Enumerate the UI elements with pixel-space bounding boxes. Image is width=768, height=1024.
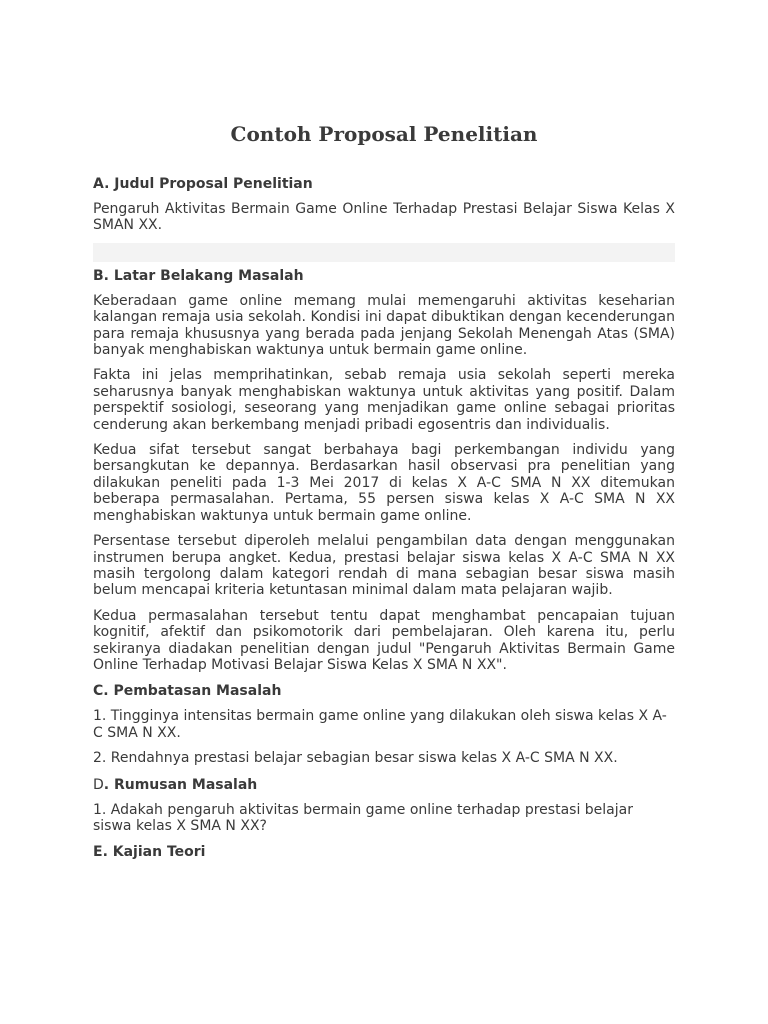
section-kajian-teori xyxy=(93,843,675,861)
paragraph-latar-belakang-4: Persentase tersebut diperoleh melalui pengambilan data dengan menggunakan instrumen berupa angket. Kedua, prestasi belajar siswa kelas X A-C SMA N XX masih tergolong dalam kategori rendah di mana sebagian besar siswa masih belum mencapai kriteria ketuntasan minimal dalam mata pelajaran wajib. xyxy=(93,533,675,599)
list-item-pembatasan-1: 1. Tingginya intensitas bermain game online yang dilakukan oleh siswa kelas X A-C SMA N XX. xyxy=(93,708,667,741)
section-latar-belakang xyxy=(93,267,675,674)
paragraph-latar-belakang-2: Fakta ini jelas memprihatinkan, sebab remaja usia sekolah seperti mereka seharusnya banyak menghabiskan waktunya untuk aktivitas yang positif. Dalam perspektif sosiologi, seseorang yang menjadikan game online sebagai prioritas cenderung akan berkembang menjadi pribadi egosentris dan individualis. xyxy=(93,367,675,433)
paragraph-judul: Pengaruh Aktivitas Bermain Game Online Terhadap Prestasi Belajar Siswa Kelas X SMAN XX. xyxy=(93,201,675,234)
section-rumusan xyxy=(93,776,675,835)
section-heading-rumusan-rest: . Rumusan Masalah xyxy=(103,776,258,793)
section-heading-judul: A. Judul Proposal Penelitian xyxy=(93,176,313,192)
section-judul xyxy=(93,175,675,234)
section-pembatasan xyxy=(93,682,675,766)
section-heading-kajian-teori: E. Kajian Teori xyxy=(93,844,206,861)
section-heading-rumusan-prefix: D xyxy=(93,776,104,793)
paragraph-latar-belakang-3: Kedua sifat tersebut sangat berbahaya bagi perkembangan individu yang bersangkutan ke depannya. Berdasarkan hasil observasi pra penelitian yang dilakukan peneliti pada 1-3 Mei 2017 di kelas X A-C SMA N XX ditemukan beberapa permasalahan. Pertama, 55 persen siswa kelas X A-C SMA N XX menghabiskan waktunya untuk bermain game online. xyxy=(93,442,675,524)
document-body xyxy=(93,175,675,869)
paragraph-latar-belakang-5: Kedua permasalahan tersebut tentu dapat menghambat pencapaian tujuan kognitif, afektif dan psikomotorik dari pembelajaran. Oleh karena itu, perlu sekiranya diadakan penelitian dengan judul "Pengaruh Aktivitas Bermain Game Online Terhadap Motivasi Belajar Siswa Kelas X SMA N XX". xyxy=(93,607,675,673)
list-item-pembatasan-2: 2. Rendahnya prestasi belajar sebagian besar siswa kelas X A-C SMA N XX. xyxy=(93,750,618,767)
document-title: Contoh Proposal Penelitian xyxy=(230,122,538,146)
shaded-divider xyxy=(93,243,675,262)
section-heading-rumusan xyxy=(93,776,675,794)
section-heading-latar-belakang: B. Latar Belakang Masalah xyxy=(93,267,304,284)
paragraph-latar-belakang-1: Keberadaan game online memang mulai memengaruhi aktivitas keseharian kalangan remaja usia sekolah. Kondisi ini dapat dibuktikan dengan kecenderungan para remaja khususnya yang berada pada jenjang Sekolah Menengah Atas (SMA) banyak menghabiskan waktunya untuk bermain game online. xyxy=(93,292,675,359)
list-item-rumusan-1: 1. Adakah pengaruh aktivitas bermain game online terhadap prestasi belajar siswa kelas X SMA N XX? xyxy=(93,801,633,834)
section-heading-pembatasan: C. Pembatasan Masalah xyxy=(93,683,282,700)
